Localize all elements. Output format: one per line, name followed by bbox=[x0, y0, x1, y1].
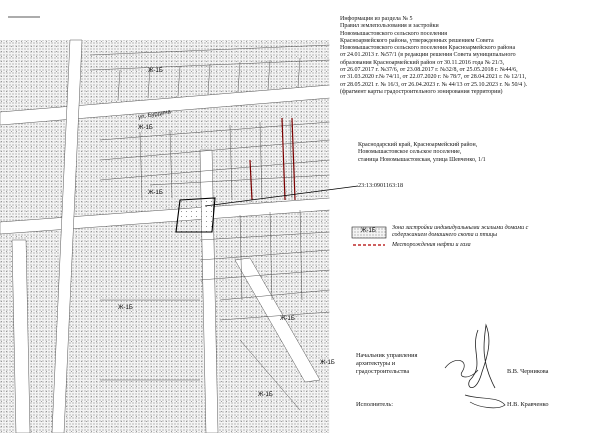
zone-label: Ж-1Б bbox=[148, 190, 163, 196]
subject-parcel bbox=[176, 198, 215, 232]
zone-label: Ж-1Б bbox=[148, 68, 163, 74]
legend-zone-code: Ж-1Б bbox=[361, 228, 376, 234]
street-label: ул. Бурдина bbox=[137, 109, 172, 121]
header-line: Новомышастовского сельского поселения bbox=[340, 30, 448, 37]
zone-label: Ж-1Б bbox=[280, 316, 295, 322]
header-line: от 26.07.2017 г. №37/6, от 23.08.2017 г. №32/8, от 25.05.2018 г. №44/6, bbox=[340, 67, 518, 74]
executor-name: Н.В. Кравченко bbox=[507, 401, 549, 408]
address-line: Новомышастовское сельское поселение, bbox=[358, 149, 462, 156]
header-line: Новомышастовского сельского поселения Красноармейского района bbox=[340, 45, 516, 52]
header-line: Красноармейского района, утвержденных решением Совета bbox=[340, 37, 494, 44]
document-header bbox=[340, 16, 592, 96]
zone-label: Ж-1Б bbox=[320, 360, 335, 366]
address-block bbox=[358, 142, 486, 164]
zone-label: Ж-1Б bbox=[118, 305, 133, 311]
header-line: (фрагмент карты градостроительного зонирования территории) bbox=[340, 88, 503, 95]
signature-mark-2 bbox=[465, 395, 505, 408]
legend-zone-desc: Зона застройки индивидуальными жилыми домами с bbox=[392, 225, 529, 231]
executor-label: Исполнитель: bbox=[356, 401, 393, 408]
address-line: станица Новомышастовская, улица Шевченко, 1/1 bbox=[358, 156, 486, 163]
signer-name: В.В. Черникова bbox=[507, 368, 549, 375]
signer-role: архитектуры и bbox=[356, 360, 396, 367]
signer-role: Начальник управления bbox=[356, 352, 418, 359]
zone-label: Ж-1Б bbox=[258, 392, 273, 398]
header-line: от 28.05.2021 г. № 16/3, от 26.04.2023 г. № 44/13 от 25.10.2023 г. № 50/4 ). bbox=[340, 81, 528, 88]
signature-mark-1 bbox=[469, 325, 495, 388]
zone-label: Ж-1Б bbox=[138, 125, 153, 131]
address-line: Краснодарский край, Красноармейский район, bbox=[358, 142, 478, 148]
header-line: от 31.03.2020 г.№ 74/11, от 22.07.2020 г. № 78/7, от 28.04.2021 г. № 12/11, bbox=[340, 74, 527, 81]
legend-zone-desc: содержанием домашнего скота и птицы bbox=[392, 232, 498, 238]
header-line: Информация из раздела № 5 bbox=[340, 16, 413, 22]
cadastral-number: 23:13:0901163:18 bbox=[358, 182, 404, 189]
header-line: Правил землепользования и застройки bbox=[340, 23, 439, 30]
legend-oil-desc: Месторождения нефти и газа bbox=[392, 242, 471, 248]
signer-role: градостроительства bbox=[356, 368, 410, 375]
header-line: от 24.01.2013 г. №57/1 (в редакции решения Совета муниципального bbox=[340, 52, 516, 59]
header-line: образования Красноармейский район от 30.11.2016 года № 21/3, bbox=[340, 59, 505, 66]
